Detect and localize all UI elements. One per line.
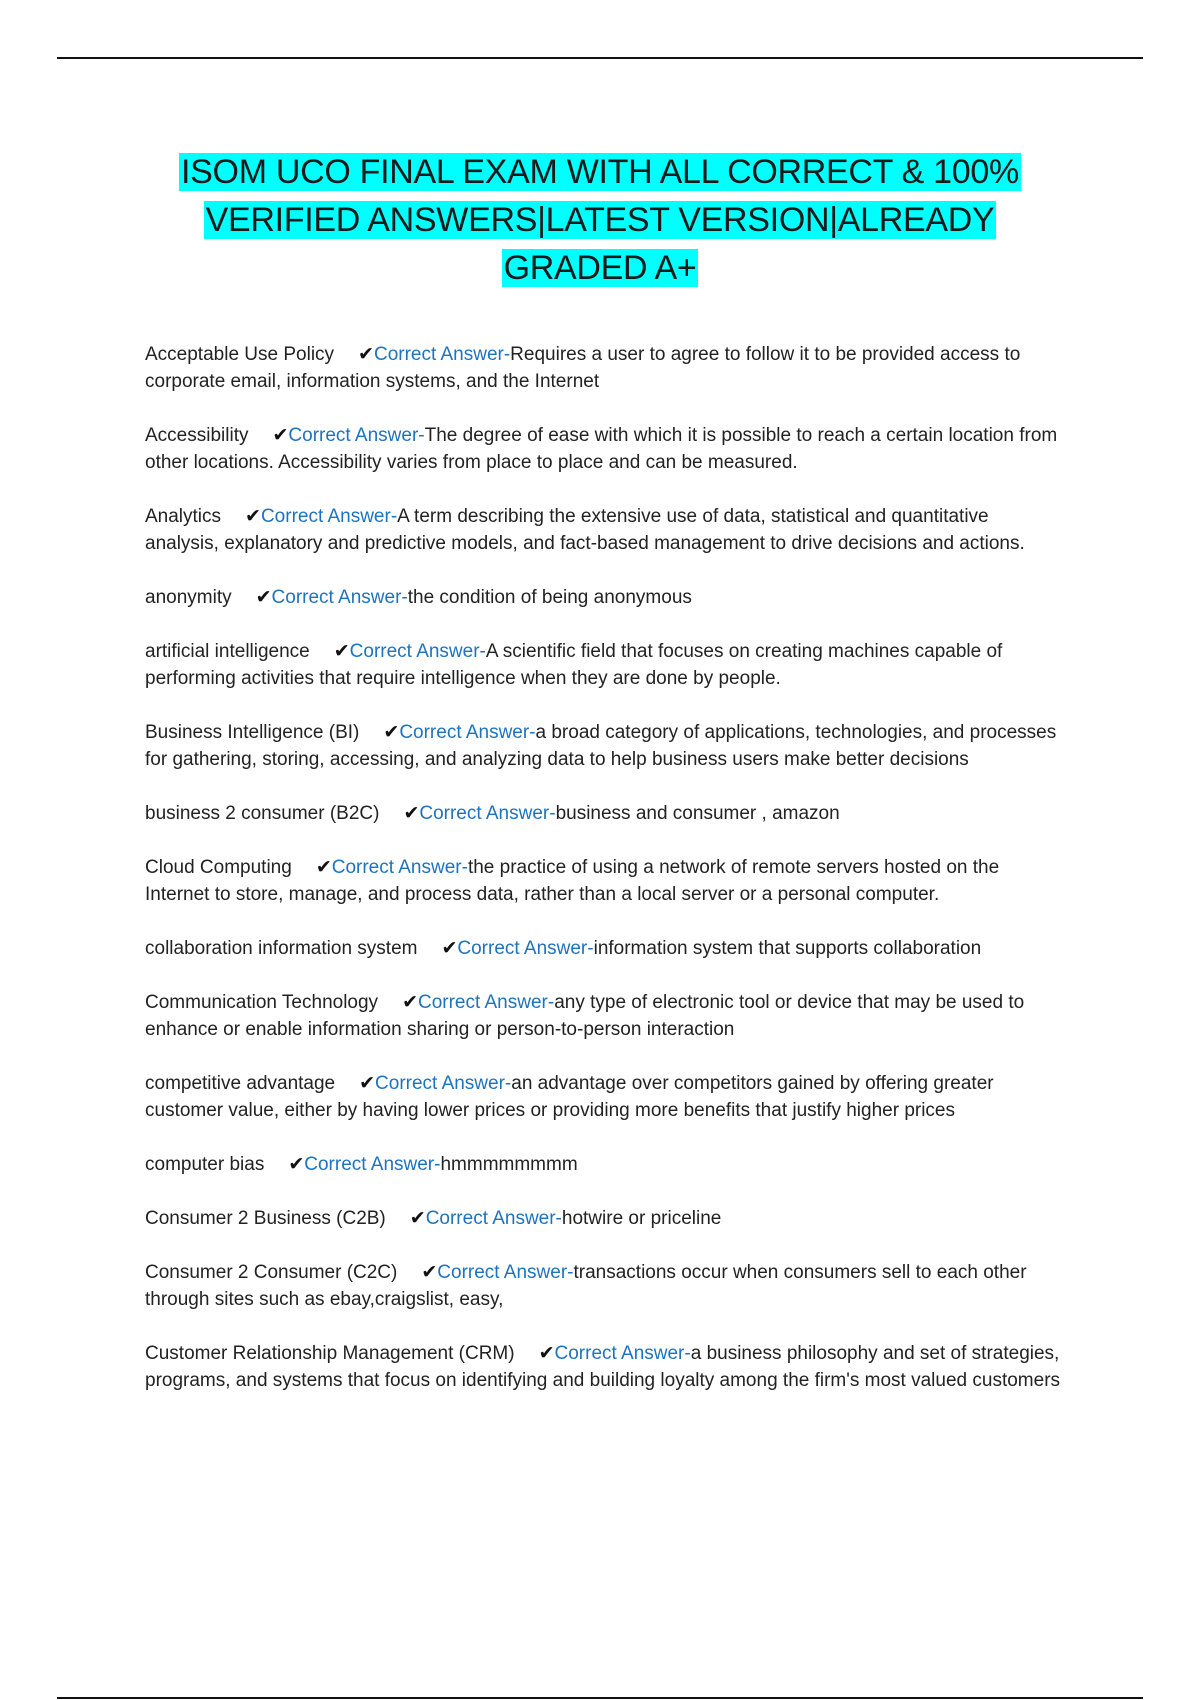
answer-label: Correct Answer- [425, 1208, 562, 1229]
check-mark-icon: ✔ [402, 992, 418, 1013]
check-mark-icon: ✔ [255, 587, 272, 608]
answer-label: Correct Answer- [271, 587, 408, 608]
qa-entry [145, 1259, 1060, 1313]
title-highlight: ISOM UCO FINAL EXAM WITH ALL CORRECT & 100% VERIFIED ANSWERS|LATEST VERSION|ALREADY GRADED A+ [181, 153, 1019, 287]
check-mark-icon: ✔ [358, 344, 374, 365]
answer-label: Correct Answer- [331, 857, 468, 878]
answer-label: Correct Answer- [260, 506, 398, 527]
check-mark-icon: ✔ [403, 803, 420, 824]
entry-term: anonymity [145, 587, 232, 608]
check-mark-icon: ✔ [245, 506, 261, 527]
qa-entry [145, 638, 1060, 692]
entry-definition: business and consumer , amazon [555, 803, 840, 824]
qa-entry [145, 503, 1060, 557]
answer-label: Correct Answer- [437, 1262, 574, 1283]
qa-list [145, 341, 1060, 1421]
qa-entry [145, 1151, 1060, 1178]
entry-definition: any type of electronic tool or device that may be used to enhance or enable information sharing or person-to-person interaction [145, 992, 1025, 1040]
entry-term: Cloud Computing [145, 857, 292, 878]
entry-term: Analytics [145, 506, 222, 527]
entry-term: artificial intelligence [145, 641, 310, 662]
qa-entry [145, 800, 1060, 827]
entry-term: computer bias [145, 1154, 265, 1175]
entry-definition: hotwire or priceline [561, 1208, 722, 1229]
answer-label: Correct Answer- [304, 1154, 441, 1175]
answer-label: Correct Answer- [373, 344, 511, 365]
document-title [140, 148, 1060, 292]
entry-definition: transactions occur when consumers sell to each other through sites such as ebay,craigslist, easy, [145, 1262, 1027, 1310]
check-mark-icon: ✔ [272, 425, 289, 446]
check-mark-icon: ✔ [359, 1073, 376, 1094]
entry-term: Accessibility [145, 425, 249, 446]
entry-definition: The degree of ease with which it is possible to reach a certain location from other locations. Accessibility varies from place to place and can be measured. [145, 425, 1058, 473]
answer-label: Correct Answer- [419, 803, 556, 824]
entry-definition: hmmmmmmmm [440, 1154, 578, 1175]
entry-term: Customer Relationship Management (CRM) [145, 1343, 515, 1364]
qa-entry [145, 341, 1060, 395]
entry-definition: A scientific field that focuses on creating machines capable of performing activities that require intelligence when they are done by people. [145, 641, 1003, 689]
qa-entry [145, 719, 1060, 773]
entry-term: business 2 consumer (B2C) [145, 803, 380, 824]
check-mark-icon: ✔ [538, 1343, 555, 1364]
entry-definition: an advantage over competitors gained by offering greater customer value, either by having lower prices or providing more benefits that justify higher prices [145, 1073, 994, 1121]
check-mark-icon: ✔ [333, 641, 350, 662]
answer-label: Correct Answer- [457, 938, 594, 959]
check-mark-icon: ✔ [441, 938, 458, 959]
qa-entry [145, 1340, 1060, 1394]
answer-label: Correct Answer- [417, 992, 555, 1013]
qa-entry [145, 422, 1060, 476]
entry-term: competitive advantage [145, 1073, 336, 1094]
header-rule [57, 57, 1143, 59]
entry-term: collaboration information system [145, 938, 418, 959]
footer-rule [57, 1697, 1143, 1699]
entry-term: Business Intelligence (BI) [145, 722, 360, 743]
entry-term: Consumer 2 Consumer (C2C) [145, 1262, 398, 1283]
entry-definition: Requires a user to agree to follow it to be provided access to corporate email, information systems, and the Internet [145, 344, 1021, 392]
qa-entry [145, 1205, 1060, 1232]
entry-term: Acceptable Use Policy [145, 344, 335, 365]
answer-label: Correct Answer- [349, 641, 486, 662]
entry-definition: information system that supports collaboration [593, 938, 982, 959]
answer-label: Correct Answer- [375, 1073, 512, 1094]
entry-definition: a business philosophy and set of strategies, programs, and systems that focus on identifying and building loyalty among the firm's most valued customers [145, 1343, 1061, 1391]
answer-label: Correct Answer- [554, 1343, 691, 1364]
check-mark-icon: ✔ [288, 1154, 305, 1175]
qa-entry [145, 584, 1060, 611]
entry-definition: a broad category of applications, technologies, and processes for gathering, storing, accessing, and analyzing data to help business users make better decisions [145, 722, 1057, 770]
entry-definition: the condition of being anonymous [407, 587, 692, 608]
entry-definition: A term describing the extensive use of data, statistical and quantitative analysis, explanatory and predictive models, and fact-based management to drive decisions and actions. [145, 506, 1025, 554]
qa-entry [145, 989, 1060, 1043]
check-mark-icon: ✔ [315, 857, 332, 878]
qa-entry [145, 854, 1060, 908]
answer-label: Correct Answer- [399, 722, 536, 743]
check-mark-icon: ✔ [421, 1262, 438, 1283]
qa-entry [145, 935, 1060, 962]
answer-label: Correct Answer- [288, 425, 425, 446]
entry-term: Communication Technology [145, 992, 379, 1013]
entry-definition: the practice of using a network of remote servers hosted on the Internet to store, manage, and process data, rather than a local server or a personal computer. [145, 857, 1000, 905]
qa-entry [145, 1070, 1060, 1124]
check-mark-icon: ✔ [409, 1208, 426, 1229]
entry-term: Consumer 2 Business (C2B) [145, 1208, 386, 1229]
check-mark-icon: ✔ [383, 722, 400, 743]
